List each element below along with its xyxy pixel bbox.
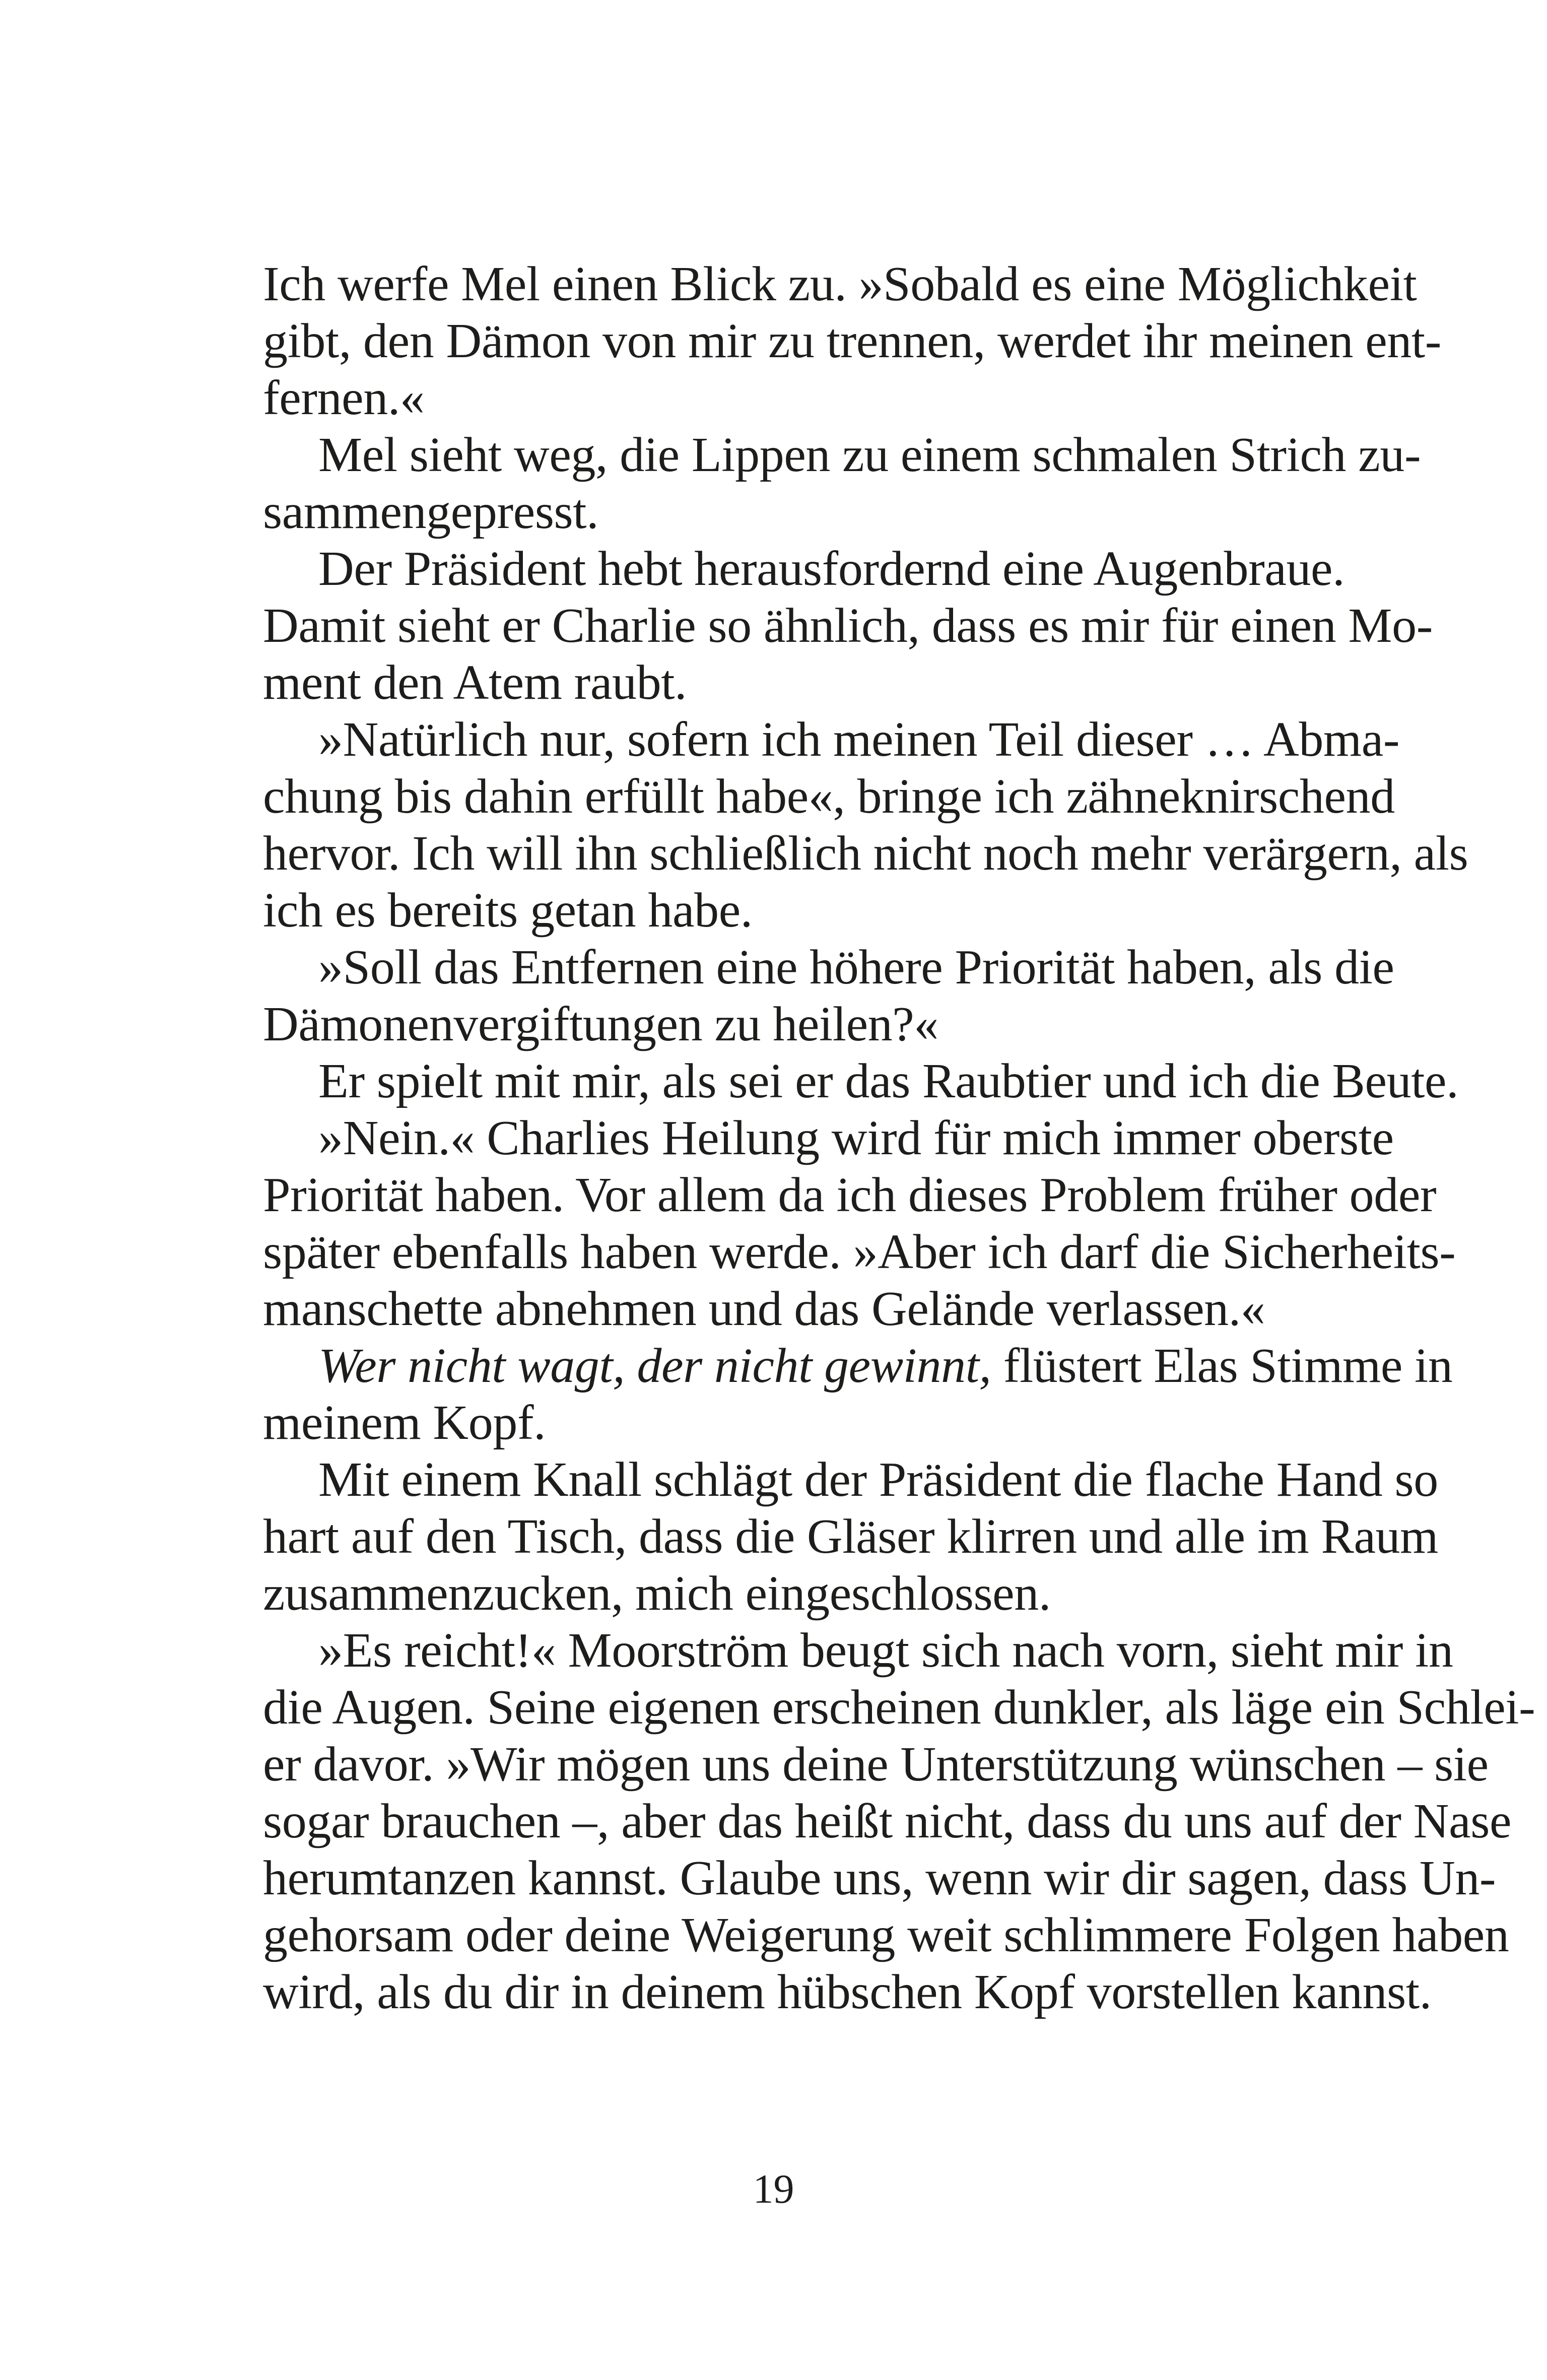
text-line: Mit einem Knall schlägt der Präsident die flache Hand so (318, 1452, 1438, 1507)
text-line: ment den Atem raubt. (263, 655, 687, 710)
page-number: 19 (753, 2166, 794, 2212)
text-line: hervor. Ich will ihn schließlich nicht noch mehr verärgern, als (263, 826, 1468, 881)
text-line: chung bis dahin erfüllt habe«, bringe ich zähneknirschend (263, 769, 1395, 824)
text-line: herumtanzen kannst. Glaube uns, wenn wir dir sagen, dass Un- (263, 1851, 1496, 1905)
text-line: gibt, den Dämon von mir zu trennen, werdet ihr meinen ent- (263, 314, 1441, 368)
body-text (263, 256, 1535, 2021)
text-line: ich es bereits getan habe. (263, 883, 753, 938)
text-line: »Nein.« Charlies Heilung wird für mich immer oberste (318, 1111, 1394, 1165)
text-line-mixed (263, 1338, 1453, 1395)
text-line: meinem Kopf. (263, 1396, 546, 1450)
text-line: Mel sieht weg, die Lippen zu einem schmalen Strich zu- (318, 428, 1421, 482)
text-line: fernen.« (263, 371, 425, 425)
text-line: Priorität haben. Vor allem da ich dieses Problem früher oder (263, 1168, 1437, 1222)
text-line: Dämonenvergiftungen zu heilen?« (263, 997, 938, 1051)
text-line: »Es reicht!« Moorström beugt sich nach vorn, sieht mir in (318, 1623, 1453, 1678)
text-line: sammengepresst. (263, 485, 599, 539)
text-line: später ebenfalls haben werde. »Aber ich darf die Sicherheits- (263, 1225, 1456, 1279)
text-line: »Natürlich nur, sofern ich meinen Teil dieser … Abma- (318, 712, 1400, 767)
text-line: hart auf den Tisch, dass die Gläser klirren und alle im Raum (263, 1509, 1438, 1564)
text-line: Er spielt mit mir, als sei er das Raubtier und ich die Beute. (318, 1054, 1459, 1108)
text-line: die Augen. Seine eigenen erscheinen dunkler, als läge ein Schlei- (263, 1680, 1535, 1735)
text-line: Ich werfe Mel einen Blick zu. »Sobald es eine Möglichkeit (263, 257, 1417, 311)
text-line: manschette abnehmen und das Gelände verlassen.« (263, 1282, 1265, 1336)
text-line: sogar brauchen –, aber das heißt nicht, dass du uns auf der Nase (263, 1794, 1512, 1848)
text-line: zusammenzucken, mich eingeschlossen. (263, 1566, 1051, 1621)
text-line: Der Präsident hebt herausfordernd eine Augenbraue. (318, 542, 1345, 596)
text-run: flüstert Elas Stimme in (991, 1339, 1453, 1393)
text-line: gehorsam oder deine Weigerung weit schlimmere Folgen haben (263, 1908, 1509, 1962)
text-line: er davor. »Wir mögen uns deine Unterstützung wünschen – sie (263, 1737, 1489, 1792)
text-line: Damit sieht er Charlie so ähnlich, dass es mir für einen Mo- (263, 599, 1433, 653)
text-line: »Soll das Entfernen eine höhere Priorität haben, als die (318, 940, 1394, 995)
text-line: wird, als du dir in deinem hübschen Kopf vorstellen kannst. (263, 1965, 1432, 2019)
italic-thought-text: Wer nicht wagt, der nicht gewinnt, (318, 1339, 991, 1393)
